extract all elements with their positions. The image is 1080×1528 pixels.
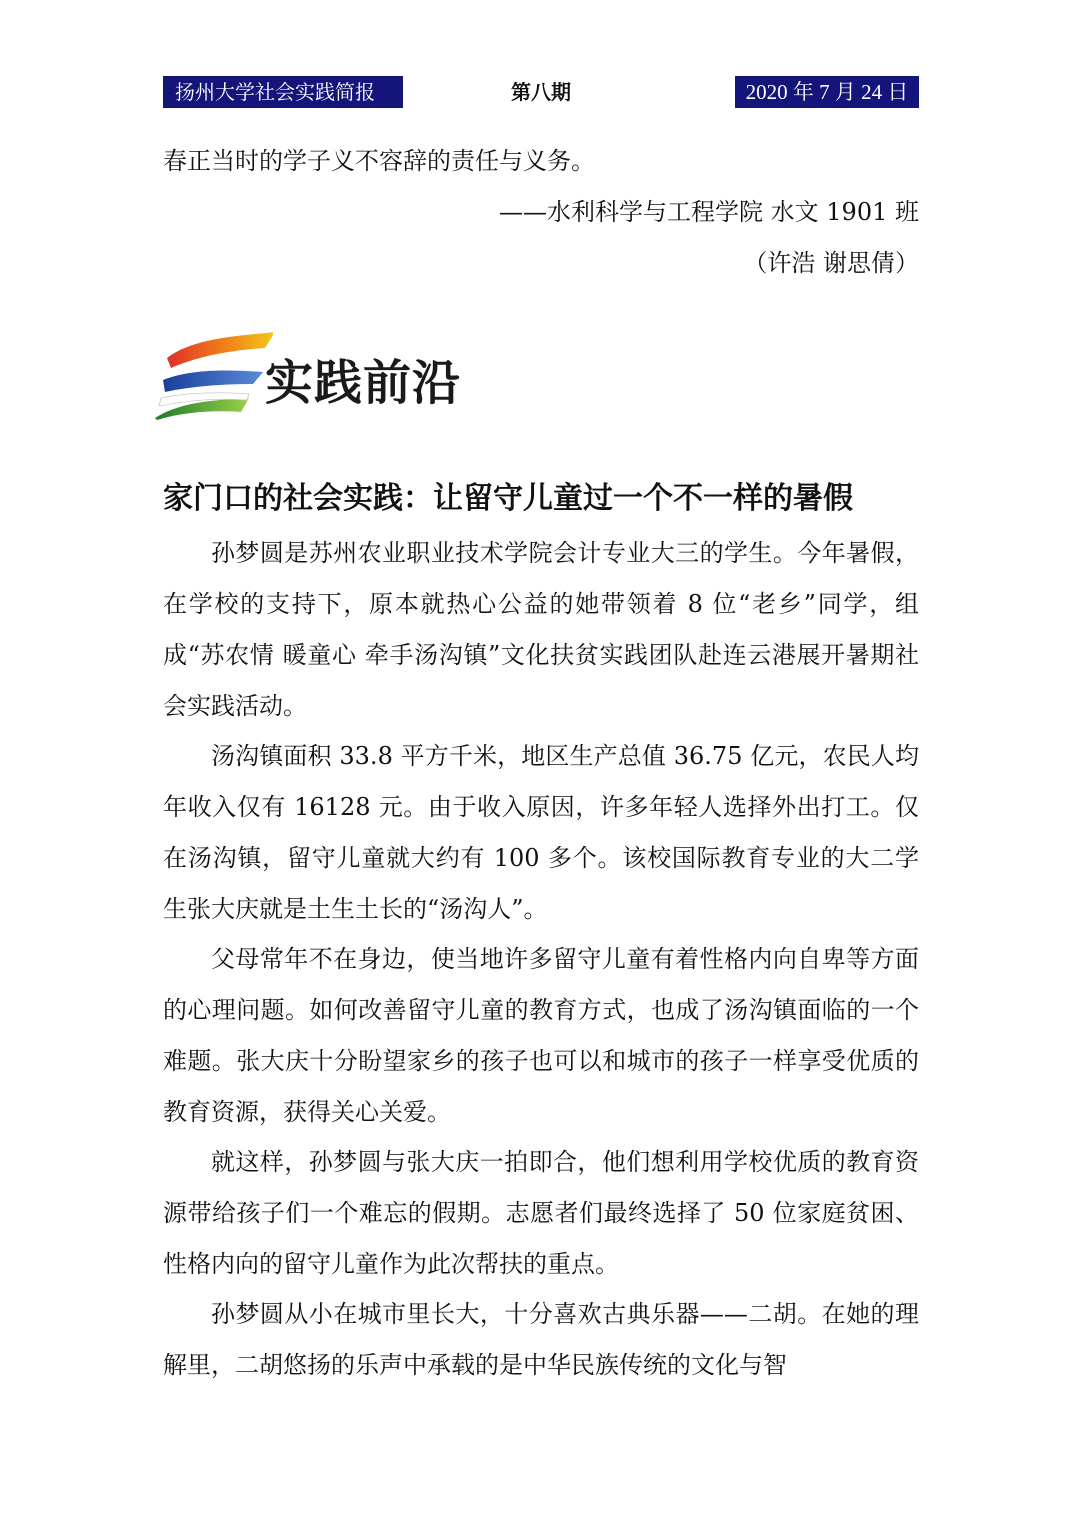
page-header <box>163 76 919 108</box>
article-paragraph: 父母常年不在身边，使当地许多留守儿童有着性格内向自卑等方面的心理问题。如何改善留守儿童的教育方式，也成了汤沟镇面临的一个难题。张大庆十分盼望家乡的孩子也可以和城市的孩子一样享受优质的教育资源，获得关心关爱。 <box>163 945 919 1126</box>
section-logo <box>153 328 483 423</box>
article-paragraph: 就这样，孙梦圆与张大庆一拍即合，他们想利用学校优质的教育资源带给孩子们一个难忘的假期。志愿者们最终选择了 50 位家庭贫困、性格内向的留守儿童作为此次帮扶的重点。 <box>163 1148 919 1278</box>
article-paragraph: 孙梦圆从小在城市里长大，十分喜欢古典乐器——二胡。在她的理解里，二胡悠扬的乐声中承载的是中华民族传统的文化与智 <box>163 1300 919 1379</box>
continued-text: 春正当时的学子义不容辞的责任与义务。 <box>163 147 595 175</box>
section-logo-title: 实践前沿 <box>265 355 462 411</box>
article-paragraph: 孙梦圆是苏州农业职业技术学院会计专业大三的学生。今年暑假，在学校的支持下，原本就热心公益的她带领着 8 位“老乡”同学，组成“苏农情 暖童心 牵手汤沟镇”文化扶贫实践团队赴连云港展开暑期社会实践活动。 <box>163 539 919 720</box>
author-names: （许浩 谢思倩） <box>743 249 919 277</box>
article-title: 家门口的社会实践：让留守儿童过一个不一样的暑假 <box>163 481 853 516</box>
issue-date: 2020 年 7 月 24 日 <box>735 76 919 108</box>
newsletter-name: 扬州大学社会实践简报 <box>163 76 403 108</box>
author-affiliation: ——水利科学与工程学院 水文 1901 班 <box>499 198 919 226</box>
colorful-swoosh-logo-icon <box>153 328 273 423</box>
issue-number: 第八期 <box>511 80 571 104</box>
article-paragraph: 汤沟镇面积 33.8 平方千米，地区生产总值 36.75 亿元，农民人均年收入仅有 16128 元。由于收入原因，许多年轻人选择外出打工。仅在汤沟镇，留守儿童就大约有 100 多个。该校国际教育专业的大二学生张大庆就是土生土长的“汤沟人”。 <box>163 742 919 923</box>
